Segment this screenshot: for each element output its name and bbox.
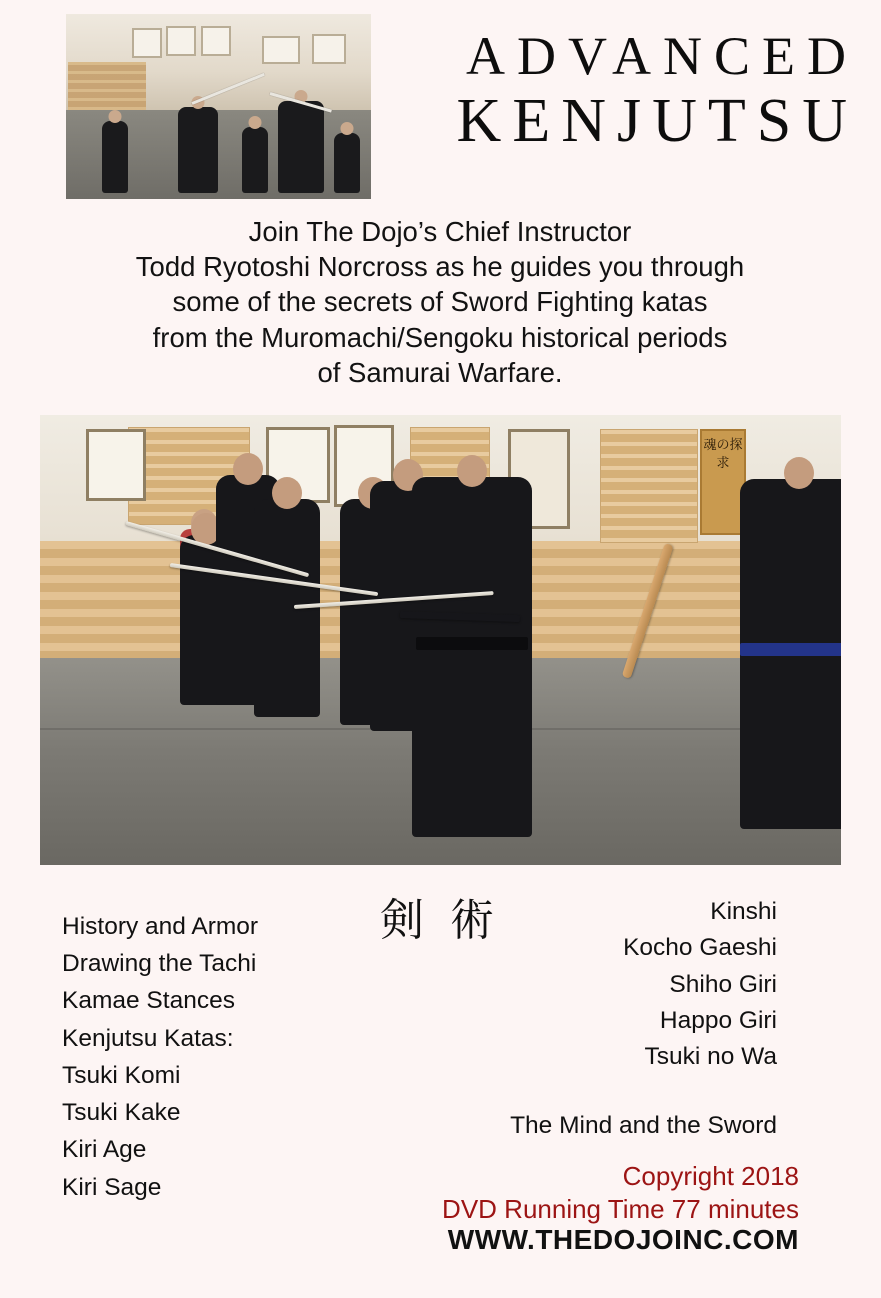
wall-frame [312,34,346,64]
list-item: Kiri Age [62,1136,147,1164]
title-line-advanced: ADVANCED [465,26,858,86]
contents-list-left [62,908,258,1206]
black-belt [416,637,528,650]
intro-line-1: Join The Dojo’s Chief Instructor [248,216,632,247]
main-training-photo [40,415,841,865]
title-line-kenjutsu: KENJUTSU [456,86,858,155]
student-figure [242,127,268,193]
student-figure [254,499,320,717]
copyright-year: Copyright 2018 [622,1161,799,1191]
top-training-photo [66,14,371,199]
blue-belt [740,643,841,656]
mind-and-sword-line: The Mind and the Sword [510,1112,777,1139]
student-figure [278,101,324,193]
kanji-wall-plaque: 魂の探求 [700,429,746,535]
list-item: Tsuki Komi [62,1061,181,1089]
copyright-block [442,1160,799,1227]
list-item: Kinshi [710,898,777,925]
instructor-figure [412,477,532,837]
list-item: Tsuki Kake [62,1099,181,1127]
intro-paragraph [40,214,840,390]
list-item: Kenjutsu Katas: [62,1024,234,1052]
kenjutsu-kanji: 剣 術 [380,895,500,946]
list-item: Kiri Sage [62,1173,162,1201]
cover-title [380,26,860,155]
intro-line-3: some of the secrets of Sword Fighting katas [172,286,708,318]
wall-frame [166,26,196,56]
list-item: Kamae Stances [62,987,235,1015]
list-item: Kocho Gaeshi [623,934,777,962]
instructor-figure [178,107,218,193]
weapon-rack [600,429,698,543]
student-figure [102,121,128,193]
intro-line-2: Todd Ryotoshi Norcross as he guides you through [135,251,745,283]
list-item: Shiho Giri [669,970,777,998]
wall-frame [201,26,231,56]
running-time: DVD Running Time 77 minutes [442,1194,799,1225]
wall-frame [262,36,300,64]
list-item: Tsuki no Wa [644,1043,777,1070]
intro-line-4: from the Muromachi/Sengoku historical periods [152,321,728,353]
intro-line-5: of Samurai Warfare. [317,356,563,388]
list-item: Happo Giri [659,1006,777,1034]
contents-list-right [623,894,777,1075]
student-figure [334,133,360,193]
website-url: WWW.THEDOJOINC.COM [447,1224,799,1255]
wall-picture [86,429,146,501]
list-item: History and Armor [62,913,259,940]
list-item: Drawing the Tachi [62,950,257,978]
wall-frame [132,28,162,58]
